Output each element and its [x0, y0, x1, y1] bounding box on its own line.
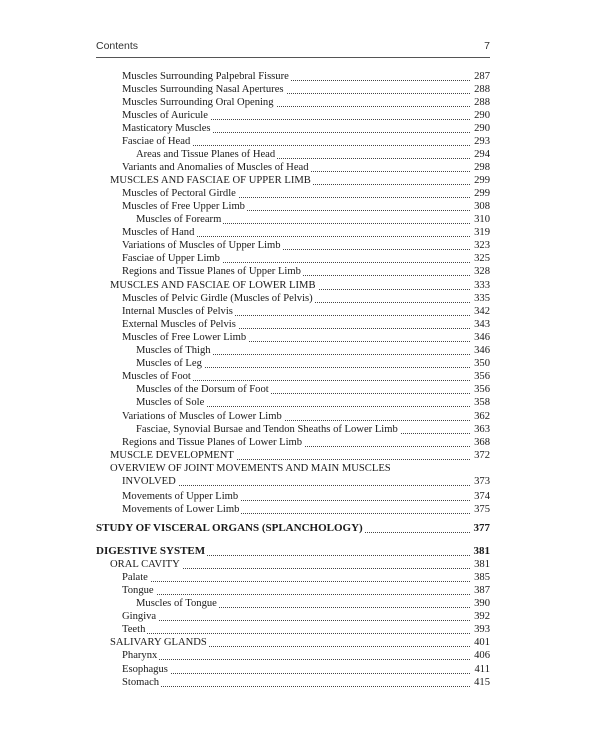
toc-entry-page: 299	[474, 175, 490, 186]
toc-entry-page: 288	[474, 97, 490, 108]
dot-leader	[122, 620, 470, 621]
toc-entry	[122, 161, 490, 174]
toc-entry-page: 290	[474, 123, 490, 134]
toc-entry-page: 325	[474, 253, 490, 264]
toc-entry-title: MUSCLES AND FASCIAE OF UPPER LIMB	[110, 175, 311, 186]
toc-entry-title: Esophagus	[122, 664, 168, 675]
toc-entry-title: INVOLVED	[122, 476, 176, 487]
toc-entry-page: 381	[474, 559, 490, 570]
toc-entry-page: 381	[473, 545, 490, 557]
toc-entry	[110, 449, 490, 462]
toc-entry-title: Areas and Tissue Planes of Head	[136, 149, 276, 160]
toc-entry-title: Muscles Surrounding Nasal Apertures	[122, 84, 284, 95]
toc-entry	[136, 344, 490, 357]
toc-entry-page: 375	[474, 504, 490, 515]
toc-entry-page: 346	[474, 345, 490, 356]
toc-entry	[110, 174, 490, 187]
toc-entry-title: OVERVIEW OF JOINT MOVEMENTS AND MAIN MUSCLES	[110, 463, 391, 474]
toc-entry-title: Variants and Anomalies of Muscles of Head	[122, 162, 309, 173]
toc-entry	[122, 610, 490, 623]
toc-entry	[122, 96, 490, 109]
toc-entry	[136, 423, 490, 436]
toc-entry	[122, 305, 490, 318]
toc-entry-page: 343	[474, 319, 490, 330]
toc-entry-title: Muscles of Forearm	[136, 214, 222, 225]
toc-entry-page: 390	[474, 598, 490, 609]
toc-entry-page: 350	[474, 358, 490, 369]
toc-entry-page: 356	[474, 384, 490, 395]
toc-entry	[122, 503, 490, 516]
toc-entry	[122, 571, 490, 584]
toc-entry-page: 310	[474, 214, 490, 225]
toc-entry-title: Muscles of Thigh	[136, 345, 211, 356]
toc-entry-page: 392	[474, 611, 490, 622]
toc-entry	[122, 265, 490, 278]
toc-entry-title: Variations of Muscles of Upper Limb	[122, 240, 281, 251]
toc-entry	[122, 649, 490, 662]
toc-entry-title: Gingiva	[122, 611, 157, 622]
toc-entry-title: Movements of Lower Limb	[122, 504, 240, 515]
toc-entry	[122, 292, 490, 305]
toc-entry-title: Fasciae, Synovial Bursae and Tendon Sheaths of Lower Limb	[136, 424, 398, 435]
toc-entry	[122, 623, 490, 636]
toc-entry	[122, 83, 490, 96]
toc-entry-title: Muscles of Hand	[122, 227, 195, 238]
toc-entry-page: 377	[473, 522, 490, 534]
dot-leader	[122, 673, 470, 674]
toc-entry	[110, 279, 490, 292]
toc-entry-page: 385	[474, 572, 490, 583]
dot-leader	[122, 581, 470, 582]
toc-entry	[110, 558, 490, 571]
toc-entry-title: Tongue	[122, 585, 154, 596]
toc-entry	[110, 462, 490, 475]
toc-entry-title: Muscles of Free Lower Limb	[122, 332, 247, 343]
toc-entry-title: Masticatory Muscles	[122, 123, 211, 134]
toc-entry	[122, 410, 490, 423]
toc-entry-page: 335	[474, 293, 490, 304]
toc-entry	[122, 370, 490, 383]
toc-entry-title: Muscles of Leg	[136, 358, 202, 369]
toc-entry-title: Muscles of Foot	[122, 371, 191, 382]
toc-entry-title: Fasciae of Head	[122, 136, 191, 147]
toc-entry-title: Muscles of Sole	[136, 397, 205, 408]
toc-entry-page: 373	[474, 476, 490, 487]
dot-leader	[122, 594, 470, 595]
toc-entry	[122, 70, 490, 83]
toc-entry-page: 372	[474, 450, 490, 461]
toc-entry-title: Muscles of Pectoral Girdle	[122, 188, 236, 199]
toc-entry	[122, 475, 490, 488]
toc-entry	[122, 436, 490, 449]
toc-entry-page: 374	[474, 491, 490, 502]
dot-leader	[122, 633, 470, 634]
toc-entry-title: Palate	[122, 572, 148, 583]
toc-entry	[122, 252, 490, 265]
toc-entry-title: Muscles Surrounding Palpebral Fissure	[122, 71, 289, 82]
toc-entry	[136, 148, 490, 161]
toc-entry-page: 358	[474, 397, 490, 408]
toc-entry-title: Teeth	[122, 624, 146, 635]
toc-entry-page: 328	[474, 266, 490, 277]
toc-entry	[122, 584, 490, 597]
toc-entry	[96, 522, 490, 535]
toc-entry-page: 401	[474, 637, 490, 648]
toc-entry-title: Muscles Surrounding Oral Opening	[122, 97, 274, 108]
toc-entry-title: Movements of Upper Limb	[122, 491, 239, 502]
header-title: Contents	[96, 40, 139, 52]
toc-entry-page: 393	[474, 624, 490, 635]
toc-entry-page: 290	[474, 110, 490, 121]
toc-entry-page: 293	[474, 136, 490, 147]
toc-entry-page: 308	[474, 201, 490, 212]
toc-entry	[136, 213, 490, 226]
toc-entry	[122, 490, 490, 503]
toc-entry-title: External Muscles of Pelvis	[122, 319, 236, 330]
toc-entry-page: 415	[474, 677, 490, 688]
toc-entry	[136, 597, 490, 610]
toc-entry-page: 411	[474, 664, 490, 675]
toc-entry-title: Muscles of Tongue	[136, 598, 217, 609]
toc-entry	[122, 331, 490, 344]
toc-entry	[96, 545, 490, 558]
toc-entry-page: 294	[474, 149, 490, 160]
toc-entry-title: Internal Muscles of Pelvis	[122, 306, 233, 317]
toc-entry	[122, 318, 490, 331]
toc-entry	[136, 357, 490, 370]
toc-entry-title: DIGESTIVE SYSTEM	[96, 545, 206, 557]
toc-entry-page: 406	[474, 650, 490, 661]
toc-entry-title: Muscles of the Dorsum of Foot	[136, 384, 269, 395]
toc-entry-title: ORAL CAVITY	[110, 559, 180, 570]
toc-entry-title: MUSCLES AND FASCIAE OF LOWER LIMB	[110, 280, 316, 291]
toc-entry	[122, 226, 490, 239]
dot-leader	[122, 659, 470, 660]
toc-entry-title: Stomach	[122, 677, 160, 688]
toc-entry	[122, 239, 490, 252]
toc-entry-title: Muscles of Auricule	[122, 110, 208, 121]
toc-entry	[136, 396, 490, 409]
toc-entry	[136, 383, 490, 396]
toc-entry-page: 342	[474, 306, 490, 317]
toc-entry	[122, 200, 490, 213]
toc-entry-title: Muscles of Pelvic Girdle (Muscles of Pelvis)	[122, 293, 313, 304]
dot-leader	[122, 686, 470, 687]
toc-entry-page: 363	[474, 424, 490, 435]
toc-entry-page: 288	[474, 84, 490, 95]
toc-entry-page: 287	[474, 71, 490, 82]
toc-entry-page: 298	[474, 162, 490, 173]
toc-entry	[122, 135, 490, 148]
toc-entry	[122, 676, 490, 689]
toc-entry	[122, 122, 490, 135]
toc-entry-page: 299	[474, 188, 490, 199]
toc-entry	[122, 109, 490, 122]
toc-entry-title: STUDY OF VISCERAL ORGANS (SPLANCHOLOGY)	[96, 522, 363, 534]
toc-entry-page: 356	[474, 371, 490, 382]
header-page-number: 7	[484, 40, 490, 52]
toc-entry-title: Muscles of Free Upper Limb	[122, 201, 245, 212]
toc-entry-page: 346	[474, 332, 490, 343]
toc-entry	[110, 636, 490, 649]
toc-entry-title: Fasciae of Upper Limb	[122, 253, 220, 264]
toc-entry-title: MUSCLE DEVELOPMENT	[110, 450, 234, 461]
toc-entry-page: 319	[474, 227, 490, 238]
toc-entry-title: Variations of Muscles of Lower Limb	[122, 411, 282, 422]
toc-entry-page: 368	[474, 437, 490, 448]
toc-entry	[122, 663, 490, 676]
toc-entry-page: 323	[474, 240, 490, 251]
toc-entry-title: Regions and Tissue Planes of Upper Limb	[122, 266, 301, 277]
toc-entry-title: SALIVARY GLANDS	[110, 637, 207, 648]
toc-entry-page: 333	[474, 280, 490, 291]
toc-entry-page: 387	[474, 585, 490, 596]
toc-entry	[122, 187, 490, 200]
toc-entry-title: Regions and Tissue Planes of Lower Limb	[122, 437, 303, 448]
toc-entry-page: 362	[474, 411, 490, 422]
toc-entry-title: Pharynx	[122, 650, 158, 661]
